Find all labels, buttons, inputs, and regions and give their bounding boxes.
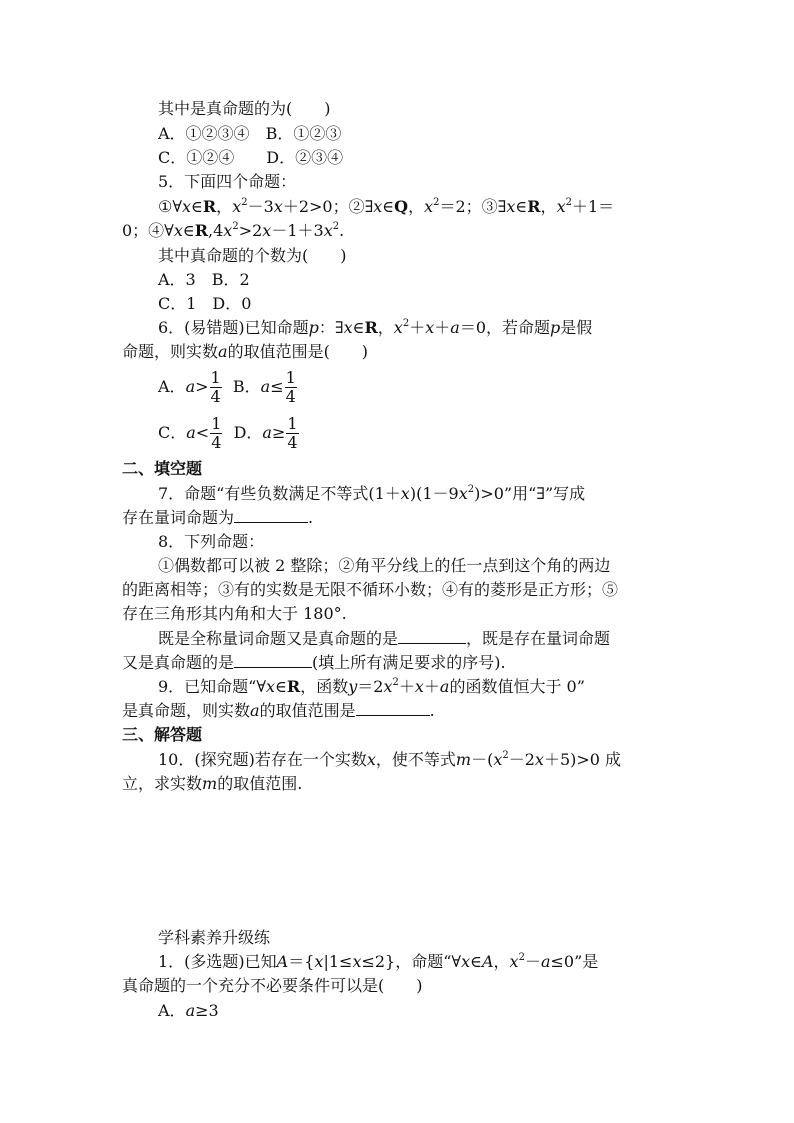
q9-line2: 是真命题，则实数a的取值范围是 . — [122, 701, 435, 720]
q4-options-ab: A．①②③④ B．①②③ — [158, 124, 342, 143]
q5-options-ab: A．3 B．2 — [158, 270, 250, 289]
q8-line5: 既是全称量词命题又是真命题的是 ，既是存在量词命题 — [158, 629, 611, 648]
q7-line2: 存在量词命题为 . — [122, 508, 314, 527]
q8-line2: ①偶数都可以被 2 整除；②角平分线上的任一点到这个角的两边 — [158, 556, 611, 575]
fraction-one-quarter: $\frac{1}{4}$ — [210, 368, 221, 406]
q10-line1: 10．(探究题)若存在一个实数x，使不等式$m-(x^2-2x+5)>0$ 成 — [158, 750, 622, 769]
q9-line1: 9．已知命题“∀x∈R，函数$y=2x^2+x+a$的函数值恒大于 0” — [158, 677, 585, 696]
upgrade-q1-line2: 真命题的一个充分不必要条件可以是( ) — [122, 976, 423, 995]
q8-line6: 又是真命题的是 (填上所有满足要求的序号). — [122, 653, 506, 672]
q10-line2: 立，求实数m的取值范围. — [122, 774, 303, 793]
q6-options-ab: A．a> $\frac{1}{4}$ B．a≤ $\frac{1}{4}$ — [158, 368, 296, 406]
q5-intro: 5．下面四个命题： — [158, 172, 297, 191]
q8-line4: 存在三角形其内角和大于 180°. — [122, 604, 347, 623]
answer-blank[interactable] — [398, 629, 466, 644]
section-heading-fill-in: 二、填空题 — [122, 459, 203, 478]
upgrade-section-title: 学科素养升级练 — [158, 928, 271, 947]
q5-line2: 0；$④\forall x\in R,4x^2>2x-1+3x^2$. — [122, 221, 345, 240]
fraction-one-quarter: $\frac{1}{4}$ — [287, 414, 298, 452]
q5-options-cd: C．1 D．0 — [158, 294, 252, 313]
q4-options-cd: C．①②④ D．②③④ — [158, 148, 344, 167]
q7-line1: 7．命题“有些负数满足不等式$(1+x)(1-9x^2)>0$”用“∃”写成 — [158, 484, 586, 503]
q8-line3: 的距离相等；③有的实数是无限不循环小数；④有的菱形是正方形；⑤ — [122, 580, 619, 599]
upgrade-q1-line1: 1．(多选题)已知A＝{x|1≤x≤2}，命题“∀x∈A，$x^2-a\le 0$”是 — [158, 952, 599, 971]
section-heading-solve: 三、解答题 — [122, 725, 203, 744]
answer-blank[interactable] — [356, 701, 430, 716]
answer-blank[interactable] — [234, 508, 308, 523]
upgrade-q1-option-a: A．a≥3 — [158, 1001, 219, 1020]
fraction-one-quarter: $\frac{1}{4}$ — [211, 414, 222, 452]
fraction-one-quarter: $\frac{1}{4}$ — [285, 368, 296, 406]
q5-line1: ①∀x∈R，$x^2-3x+2>0$；②∃x∈Q，$x^2=2$；③∃x∈R，$x^2+1=$ — [158, 197, 615, 216]
q8-line1: 8．下列命题： — [158, 532, 265, 551]
q6-line2: 命题，则实数a的取值范围是( ) — [122, 342, 369, 361]
q5-question: 其中真命题的个数为( ) — [158, 246, 347, 265]
q4-stem: 其中是真命题的为( ) — [158, 99, 331, 118]
q6-line1: 6．(易错题)已知命题p：∃x∈R，$x^2+x+a=0$，若命题p是假 — [158, 318, 593, 337]
answer-blank[interactable] — [234, 653, 312, 668]
q6-options-cd: C．a< $\frac{1}{4}$ D．a≥ $\frac{1}{4}$ — [158, 414, 298, 452]
